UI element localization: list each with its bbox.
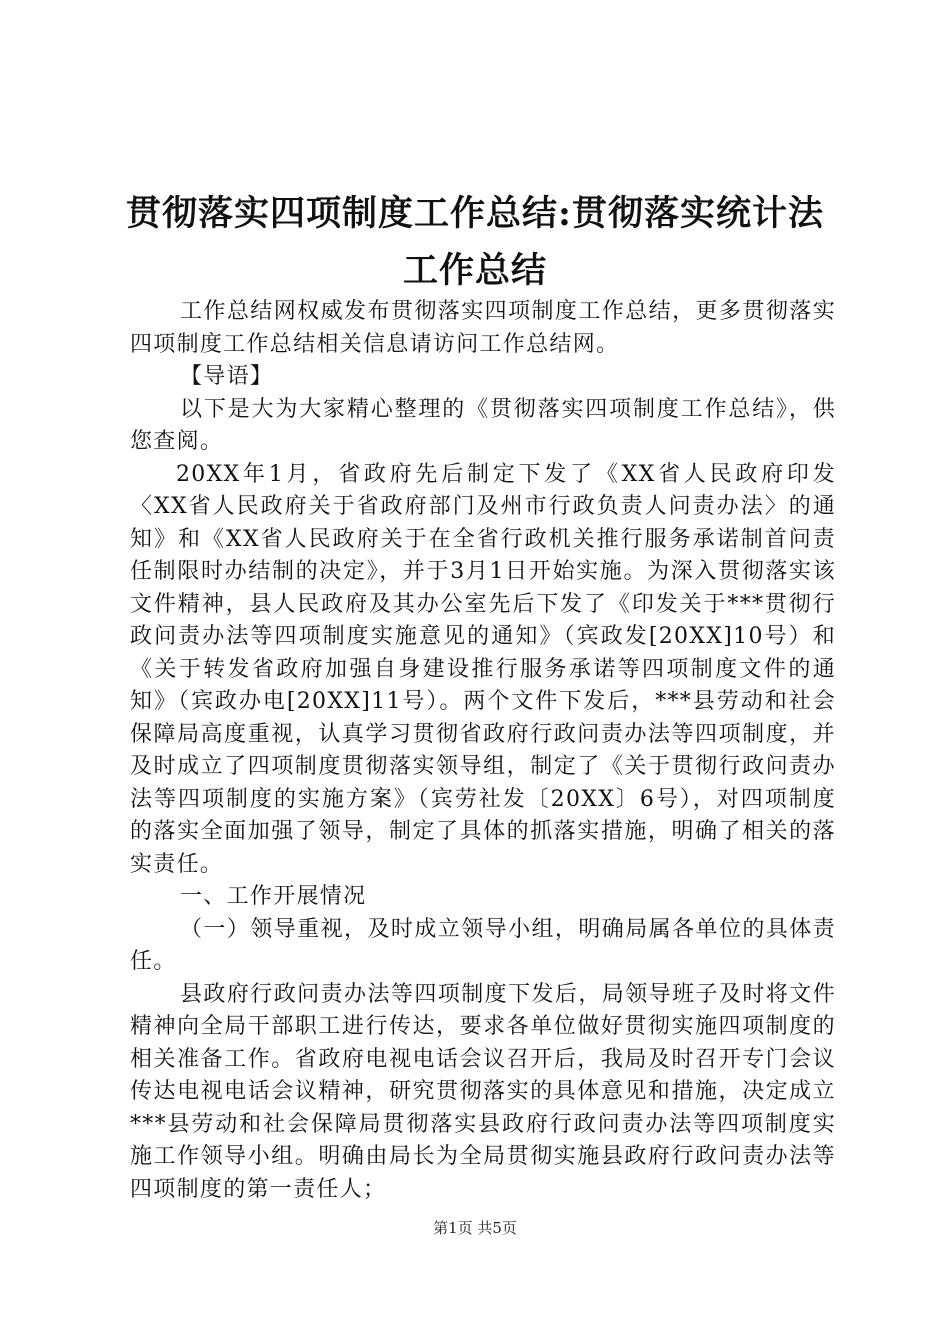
- guide-paragraph: 以下是大为大家精心整理的《贯彻落实四项制度工作总结》，供您查阅。: [130, 396, 836, 454]
- guide-heading: 【导语】: [180, 364, 274, 389]
- subsection-heading: （一）领导重视，及时成立领导小组，明确局属各单位的具体责任。: [130, 916, 836, 974]
- background-paragraph: 20XX年1月，省政府先后制定下发了《XX省人民政府印发〈XX省人民政府关于省政府部门及州市行政负责人问责办法〉的通知》和《XX省人民政府关于在全省行政机关推行服务承诺制首问责任制限时办结制的决定》，并于3月1日开始实施。为深入贯彻落实该文件精神，县人民政府及其办公室先后下发了《印发关于***贯彻行政问责办法等四项制度实施意见的通知》（宾政发[20XX]10号）和《关于转发省政府加强自身建设推行服务承诺等四项制度文件的通知》（宾政办电[20XX]11号）。两个文件下发后，***县劳动和社会保障局高度重视，认真学习贯彻省政府行政问责办法等四项制度，并及时成立了四项制度贯彻落实领导组，制定了《关于贯彻行政问责办法等四项制度的实施方案》（宾劳社发〔20XX〕6号），对四项制度的落实全面加强了领导，制定了具体的抓落实措施，明确了相关的落实责任。: [130, 461, 836, 877]
- work-paragraph: 县政府行政问责办法等四项制度下发后，局领导班子及时将文件精神向全局干部职工进行传达，要求各单位做好贯彻实施四项制度的相关准备工作。省政府电视电话会议召开后，我局及时召开专门会议传达电视电话会议精神，研究贯彻落实的具体意见和措施，决定成立***县劳动和社会保障局贯彻落实县政府行政问责办法等四项制度实施工作领导小组。明确由局长为全局贯彻实施县政府行政问责办法等四项制度的第一责任人；: [130, 981, 836, 1202]
- section-heading: 一、工作开展情况: [180, 884, 367, 909]
- document-title-line2: 工作总结: [402, 250, 547, 291]
- document-body: [130, 296, 836, 1206]
- page-footer: 第1页 共5页: [433, 1219, 517, 1237]
- document-title-line1: 贯彻落实四项制度工作总结:贯彻落实统计法: [126, 193, 824, 234]
- intro-paragraph: 工作总结网权威发布贯彻落实四项制度工作总结，更多贯彻落实四项制度工作总结相关信息请访问工作总结网。: [130, 299, 836, 357]
